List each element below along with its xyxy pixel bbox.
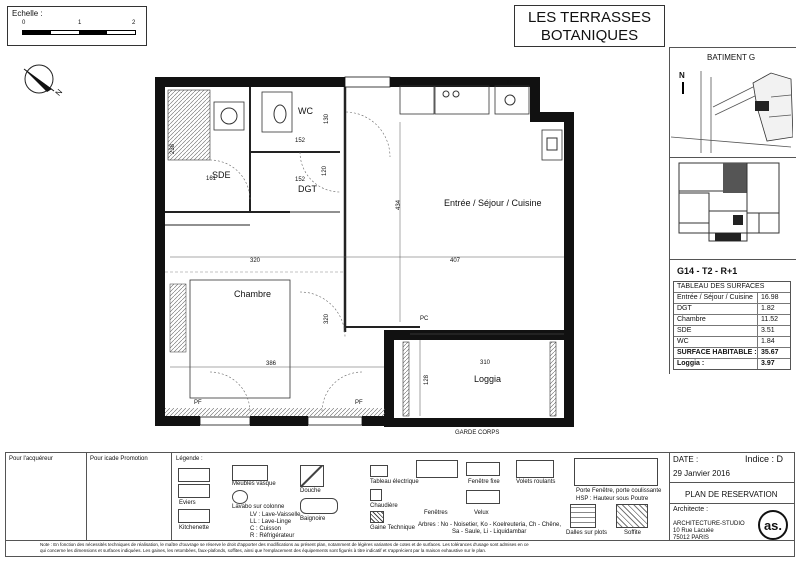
north-arrow-icon [14,62,64,102]
scale-tick-2: 2 [132,20,136,26]
surface-row-sde [674,326,790,337]
surface-value: 35.67 [757,348,787,358]
room-dgt-label: DGT [298,184,317,194]
architecte-address: 10 Rue Lacuée [673,528,714,534]
floor-plan-drawing [150,72,590,432]
key-plan-drawing [675,161,789,255]
pf-mark: PF [194,400,202,406]
surface-name: SDE [677,327,692,334]
legend-soffite-icon [616,504,648,528]
dim-label: 320 [250,258,261,264]
surface-row-wc [674,337,790,348]
legend-dalles: Dalles sur plots [566,530,608,536]
room-sde-label: SDE [212,170,231,180]
surface-name: Entrée / Séjour / Cuisine [677,294,753,301]
indice-label: Indice : D [745,454,784,464]
promotion-label: Pour icade Promotion [90,456,148,462]
dim-label: 320 [324,313,331,325]
legend-soffite: Soffite [624,530,641,536]
legend-gaine: Gaine Technique [370,525,415,531]
surface-name: DGT [677,305,692,312]
note-line-2: qui concerne les dimensions et surfaces indiquées. Les gaines, les retombées, faux-plafonds, soffites, ainsi que l'emplacement des équipements sont figurés à titre indicatif et s'apprécient par la maison exhaustive sur le plan. [40,548,487,553]
legend-arbres-2: Sa - Saule, Li - Liquidambar [452,529,527,535]
legend-fenetre-fixe: Fenêtre fixe [468,479,500,485]
surface-value: 1.84 [757,337,787,347]
legend-porte-fenetre: Porte Fenêtre, porte coulissante [576,488,662,494]
architect-logo [758,510,788,540]
floor-plan [150,72,590,432]
surfaces-table [673,281,791,370]
surface-value: 16.98 [757,293,787,303]
room-wc-label: WC [298,106,313,116]
legend-meubles-vasque: Meubles vasque [232,481,276,487]
legend-sink-icon [178,468,210,482]
room-chambre-label: Chambre [234,289,272,299]
room-sejour-label: Entrée / Séjour / Cuisine [444,198,542,208]
legend-panel-icon [370,465,388,477]
architecte-label: Architecte : [673,506,709,513]
dim-label: 238 [170,143,177,155]
scale-tick-0: 0 [22,20,26,26]
lv-mark: LV [404,80,411,86]
scale-tick-1: 1 [78,20,82,26]
legend-volets: Volets roulants [516,479,556,485]
scale-box [7,6,147,46]
surface-value: 3.97 [757,359,787,369]
ll-mark: LL [507,80,514,86]
legend-arbres: Arbres : No - Noisetier, Ko - Koelreuteria, Ch - Chêne, [418,522,562,528]
date-value: 29 Janvier 2016 [673,469,730,478]
dim-label: 407 [450,258,461,264]
legend-french-window-icon [574,458,658,486]
architecte-city: 75012 PARIS [673,535,709,541]
plan-title-divider [669,482,795,483]
legend-slab-icon [570,504,596,528]
legend-tableau: Tableau électrique [370,479,419,485]
garde-corps-label: GARDE CORPS [455,430,500,436]
dim-label: 152 [295,177,306,183]
footer-divider-2 [171,452,172,540]
site-plan-drawing [671,67,793,155]
surface-row-chambre [674,315,790,326]
surface-row-habitable [674,348,790,359]
plan-title: PLAN DE RESERVATION [685,490,778,499]
surface-name: Loggia : [677,360,705,367]
room-loggia-label: Loggia [474,374,502,384]
pf-mark: PF [355,400,363,406]
legend-duct-icon [370,511,384,523]
surface-row-sejour [674,293,790,304]
surface-name: WC [677,338,689,345]
north-label: N [53,87,65,98]
legend-shutter-icon [516,460,554,478]
scale-label: Echelle : [12,9,43,18]
legend-velux: Velux [474,510,489,516]
surface-row-dgt [674,304,790,315]
lot-label: G14 - T2 - R+1 [677,266,738,276]
legend-douche: Douche [300,488,321,494]
legend-boiler-icon [370,489,382,501]
footer-divider-1 [86,452,87,540]
legend-eviers: Eviers [179,500,196,506]
dim-label: 130 [324,113,331,125]
surface-name: Chambre [677,316,706,323]
dim-label: 128 [424,374,431,386]
scale-bar [22,30,136,35]
legend-kitchenette: Kitchenette [179,525,210,531]
project-title-box [514,5,665,47]
building-label: BATIMENT G [707,53,756,62]
surface-name: SURFACE HABITABLE : [677,349,757,356]
surface-value: 11.52 [757,315,787,325]
dim-label: 120 [322,165,329,177]
dim-label: 152 [295,138,306,144]
legend-window-icon [416,460,458,478]
surface-value: 3.51 [757,326,787,336]
legend-title: Légende : [176,456,203,462]
legend-lavabo-icon [232,490,248,504]
legend-cuisson: C : Cuisson [250,526,282,532]
legend-velux-icon [466,490,500,504]
acquereur-label: Pour l'acquéreur [9,456,53,462]
surface-row-loggia [674,359,790,369]
legend-lavabo: Lavabo sur colonne [232,504,285,510]
dim-label: 310 [480,360,491,366]
legend-refrigerateur: R : Réfrigérateur [250,533,295,539]
legend-hsp: HSP : Hauteur sous Poutre [576,496,649,502]
dim-label: 161 [206,176,217,182]
legend-fenetres: Fenêtres [424,510,448,516]
site-north-arrow-icon [682,82,684,94]
site-plan [671,67,793,155]
note [40,542,665,554]
dim-label: 386 [266,361,277,367]
legend-lave-linge: LL : Lave-Linge [250,519,292,525]
site-north-label: N [679,71,685,80]
legend-fixed-window-icon [466,462,500,476]
legend-shower-icon [300,465,324,487]
dim-label: 434 [396,199,403,211]
legend-chaudiere: Chaudière [370,503,398,509]
architecte-name: ARCHITECTURE-STUDIO [673,521,745,527]
legend-vasque-icon [232,465,268,481]
note-line-1: Note : En fonction des nécessités techniques de réalisation, le maître d'ouvrage se réserve le droit d'apporter des modifications au présent plan, notamment de légères variantes de cotes et de surfaces. Les tolérances d'usage sont admises en ce [40,542,529,547]
legend-sink-icon [178,484,210,498]
surface-value: 1.82 [757,304,787,314]
date-label: DATE : [673,455,699,464]
legend-baignoire: Baignoire [300,516,326,522]
north-arrow [14,62,64,102]
project-title-line1: LES TERRASSES [527,9,652,26]
legend-lave-vaisselle: LV : Lave-Vaisselle [250,512,301,518]
key-plan [675,161,789,255]
footer-divider-3 [669,452,670,540]
legend-bath-icon [300,498,338,514]
pc-mark: PC [420,316,429,322]
architect-divider [669,503,795,504]
project-title-line2: BOTANIQUES [540,27,639,44]
surfaces-header: TABLEAU DES SURFACES [674,282,790,293]
legend-kitchenette-icon [178,509,210,523]
architect-logo-text: as. [763,517,783,533]
right-panel [669,47,795,373]
